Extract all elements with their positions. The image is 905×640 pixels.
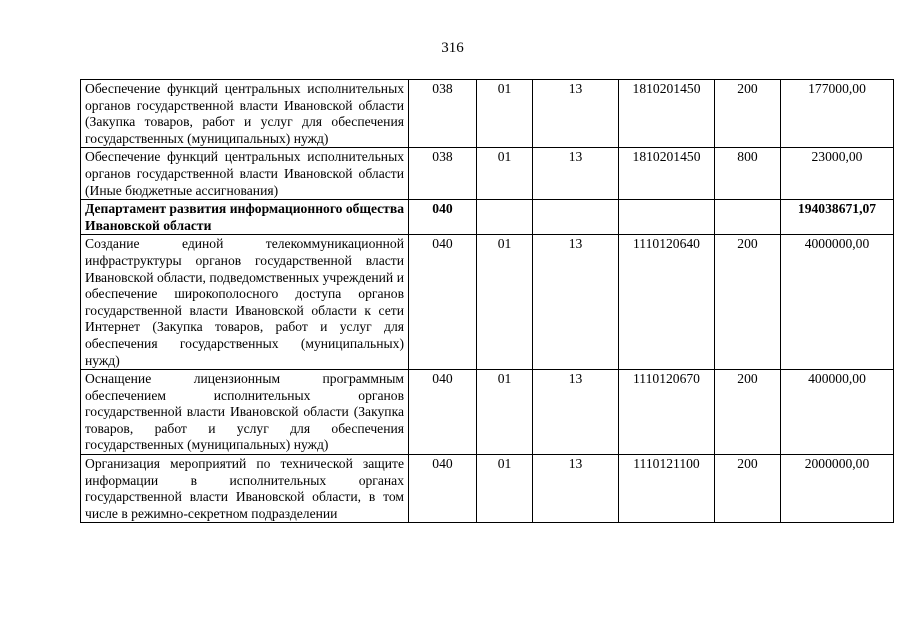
row-section-code: 01 <box>477 148 533 200</box>
row-target-article-code: 1110120640 <box>619 235 715 370</box>
row-expense-type-code <box>715 200 781 235</box>
row-section-code: 01 <box>477 80 533 148</box>
page-number: 316 <box>441 40 464 56</box>
row-expense-type-code: 200 <box>715 455 781 523</box>
row-amount: 177000,00 <box>781 80 894 148</box>
row-name: Департамент развития информационного общества Ивановской области <box>81 200 409 235</box>
row-amount: 4000000,00 <box>781 235 894 370</box>
table-row <box>81 235 894 370</box>
table-row <box>81 80 894 148</box>
row-name: Обеспечение функций центральных исполнительных органов государственной власти Ивановской области (Закупка товаров, работ и услуг для обеспечения государственных (муниципальных) нужд) <box>81 80 409 148</box>
row-grbs-code: 040 <box>409 370 477 455</box>
row-name: Обеспечение функций центральных исполнительных органов государственной власти Ивановской области (Иные бюджетные ассигнования) <box>81 148 409 200</box>
row-expense-type-code: 200 <box>715 370 781 455</box>
row-name: Организация мероприятий по технической защите информации в исполнительных органах государственной власти Ивановской области, в том числе в режимно-секретном подразделении <box>81 455 409 523</box>
row-target-article-code: 1110120670 <box>619 370 715 455</box>
budget-table <box>80 79 894 523</box>
row-subsection-code: 13 <box>533 455 619 523</box>
row-section-code: 01 <box>477 455 533 523</box>
row-section-code <box>477 200 533 235</box>
row-amount: 400000,00 <box>781 370 894 455</box>
row-amount: 23000,00 <box>781 148 894 200</box>
row-subsection-code: 13 <box>533 148 619 200</box>
row-subsection-code <box>533 200 619 235</box>
row-grbs-code: 038 <box>409 148 477 200</box>
row-section-code: 01 <box>477 235 533 370</box>
row-expense-type-code: 200 <box>715 235 781 370</box>
row-name: Оснащение лицензионным программным обеспечением исполнительных органов государственной власти Ивановской области (Закупка товаров, работ и услуг для обеспечения государственных (муниципальных) нужд) <box>81 370 409 455</box>
table-row <box>81 455 894 523</box>
row-section-code: 01 <box>477 370 533 455</box>
row-name: Создание единой телекоммуникационной инфраструктуры органов государственной власти Ивановской области, подведомственных учреждений и обеспечение широкополосного доступа органов государственной власти Ивановской области к сети Интернет (Закупка товаров, работ и услуг для обеспечения государственных (муниципальных) нужд) <box>81 235 409 370</box>
row-expense-type-code: 200 <box>715 80 781 148</box>
table-row <box>81 148 894 200</box>
row-target-article-code: 1810201450 <box>619 80 715 148</box>
row-target-article-code: 1810201450 <box>619 148 715 200</box>
row-target-article-code: 1110121100 <box>619 455 715 523</box>
row-target-article-code <box>619 200 715 235</box>
row-subsection-code: 13 <box>533 370 619 455</box>
row-subsection-code: 13 <box>533 235 619 370</box>
row-grbs-code: 040 <box>409 235 477 370</box>
row-amount: 2000000,00 <box>781 455 894 523</box>
row-subsection-code: 13 <box>533 80 619 148</box>
row-amount: 194038671,07 <box>781 200 894 235</box>
table-row-department <box>81 200 894 235</box>
row-grbs-code: 038 <box>409 80 477 148</box>
row-expense-type-code: 800 <box>715 148 781 200</box>
row-grbs-code: 040 <box>409 455 477 523</box>
row-grbs-code: 040 <box>409 200 477 235</box>
table-row <box>81 370 894 455</box>
